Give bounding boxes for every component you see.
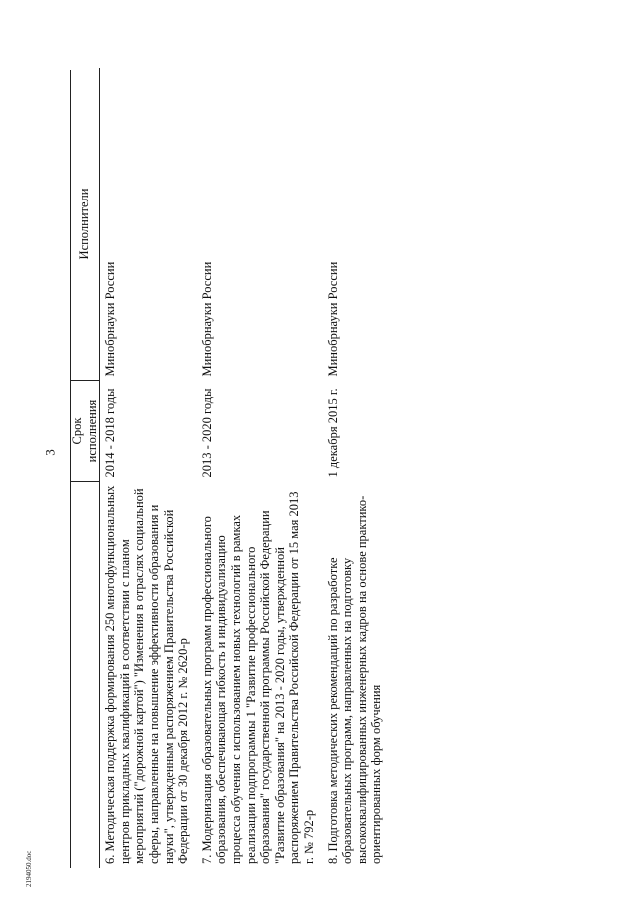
row-action: 6. Методическая поддержка формирования 250 многофункциональных центров прикладных квалификаций в соответствии с планом мероприятий ("дорожной картой") "Изменения в отраслях социальной сферы, направленные на повышение эффективности образования и науки", утвержденным распоряжением Правительства Российской Федерации от 30 декабря 2012 г. № 2620-р [103,485,191,864]
row-term: 1 декабря 2015 г. [325,388,340,478]
row-executors: Минобрнауки России [199,261,214,377]
row-action: 8. Подготовка методических рекомендаций по разработке образовательных программ, направленных на подготовку высококвалифицированных инженерных кадров на основе практико-ориентированных форм обучения [325,495,384,864]
table-header-row [70,68,100,868]
measures-table [70,68,390,868]
rotated-table [70,68,602,868]
row-term: 2013 - 2020 годы [199,388,214,478]
table-row [100,68,197,868]
header-executors: Исполнители [70,68,100,381]
row-executors: Минобрнауки России [103,261,118,377]
row-executors: Минобрнауки России [325,261,340,377]
table-row [197,68,323,868]
document-id: 2194050.doc [25,850,33,887]
page-number: 3 [42,449,58,456]
header-term: Срок исполнения [70,381,100,482]
row-term: 2014 - 2018 годы [103,388,118,478]
row-action: 7. Модернизация образовательных программ профессионального образования, обеспечивающая гибкость и индивидуализацию процесса обучения с использованием новых технологий в рамках реализации подпрограммы 1 "Развитие профессионального образования" государственной программы Российской Федерации "Развитие образования" на 2013 - 2020 годы, утвержденной распоряжением Правительства Российской Федерации от 15 мая 2013 г. № 792-р [199,491,316,864]
table-row [323,68,390,868]
header-action [70,482,100,869]
